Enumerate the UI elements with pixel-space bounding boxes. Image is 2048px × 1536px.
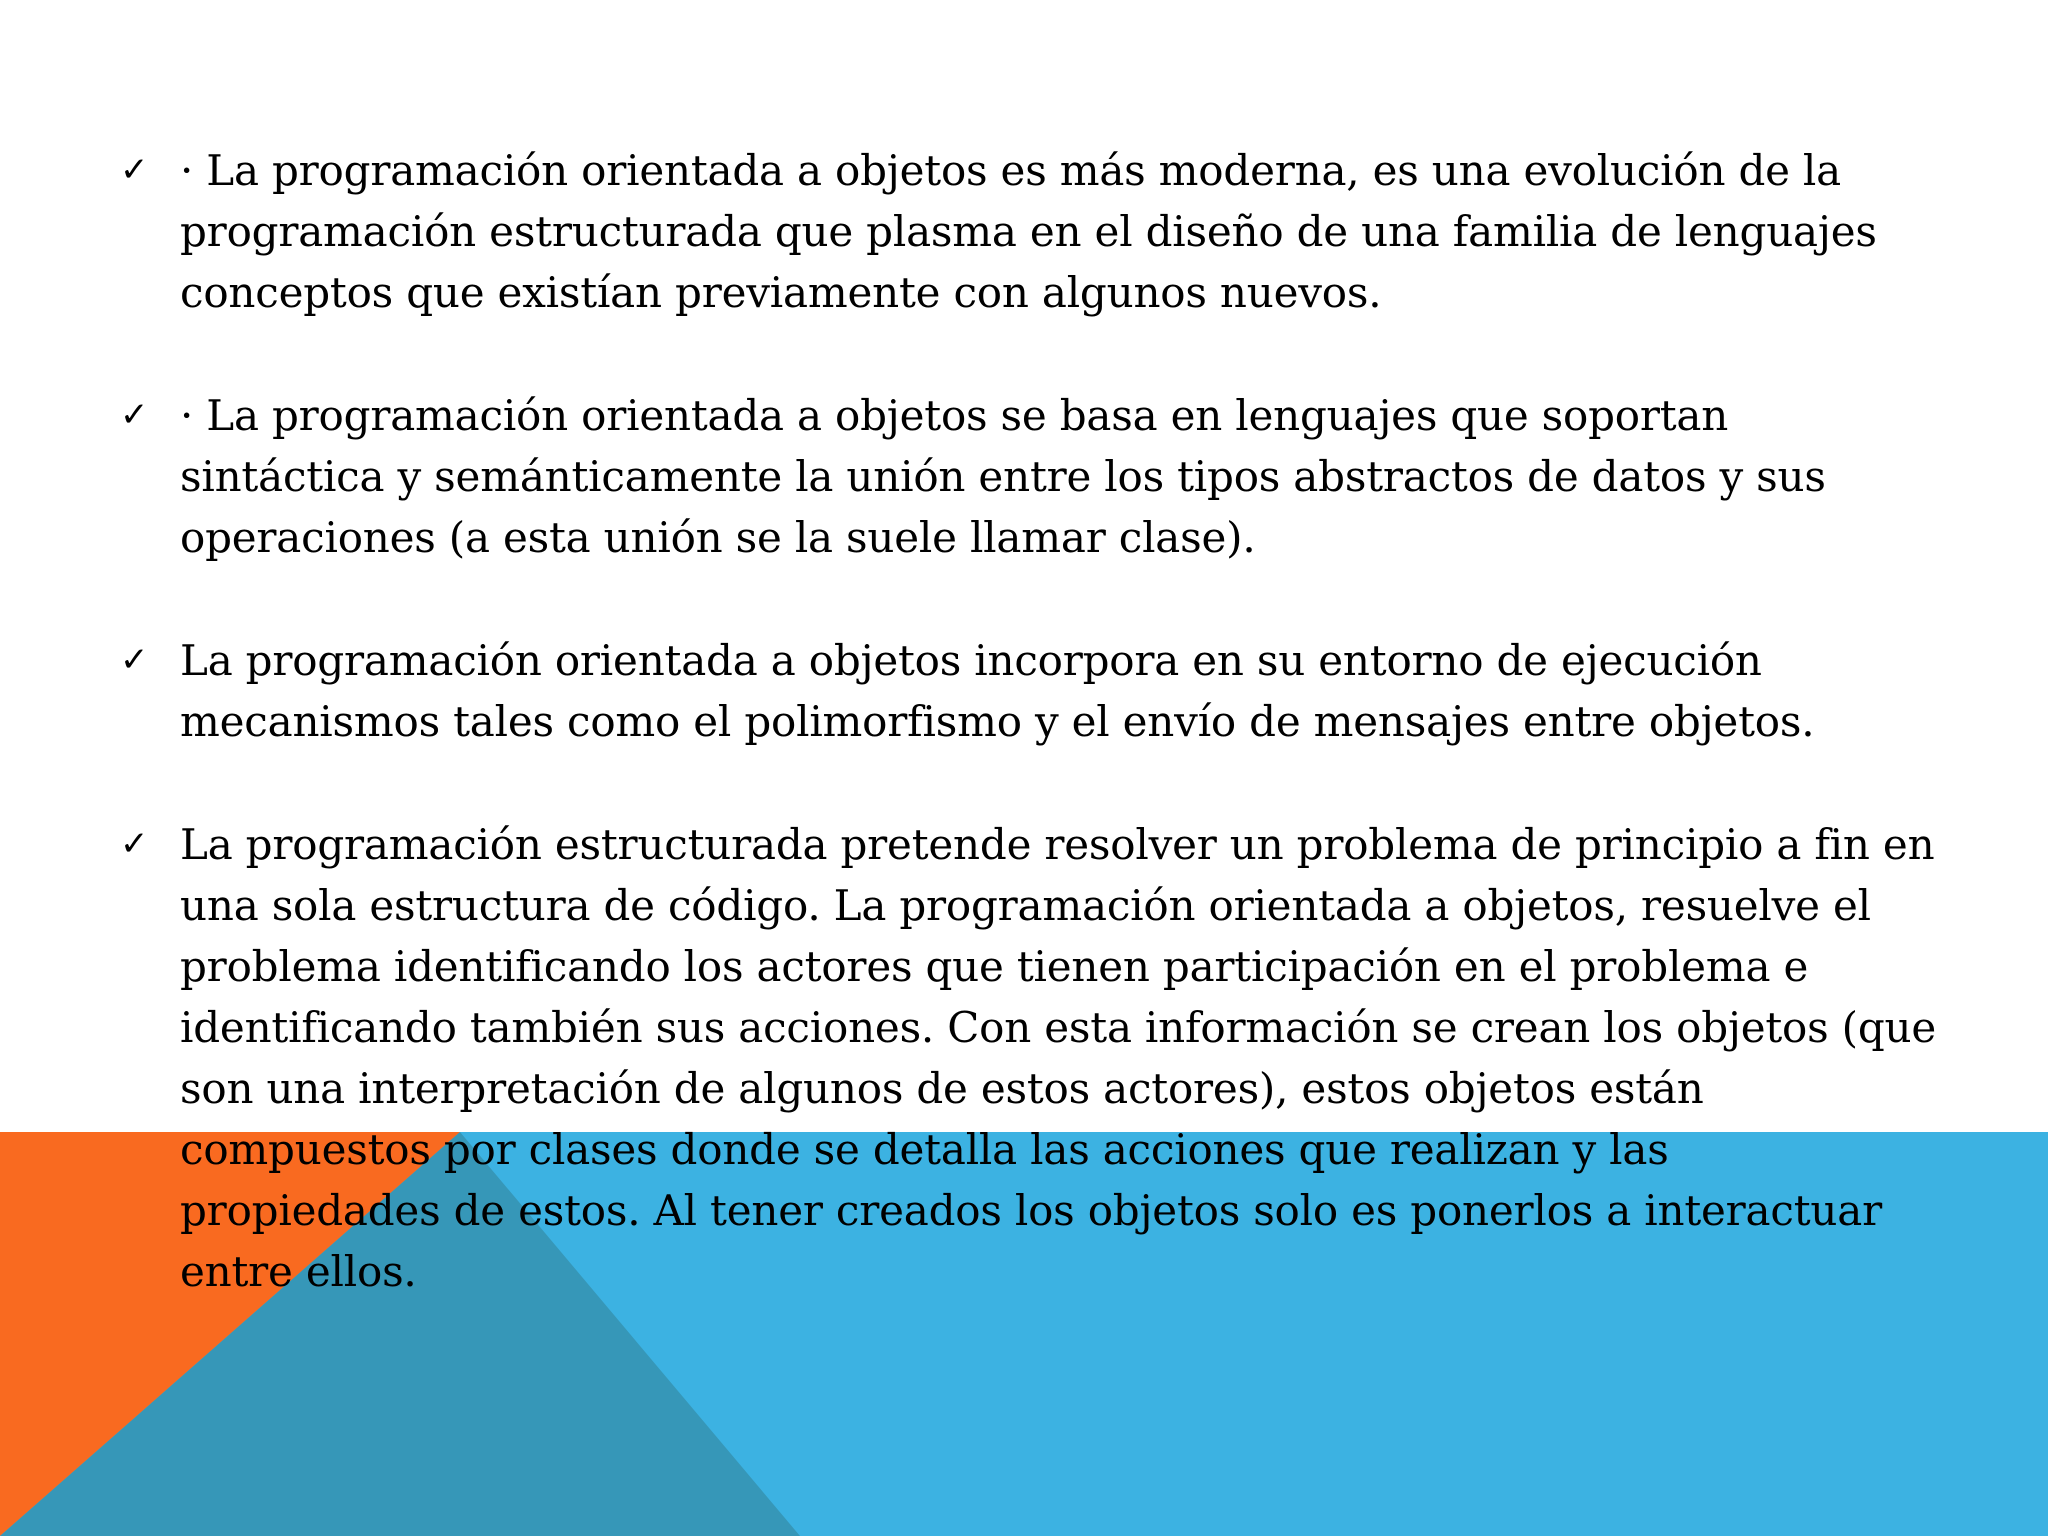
bullet-text: La programación orientada a objetos incorpora en su entorno de ejecución mecanismos tales como el polimorfismo y el envío de mensajes entre objetos. — [180, 636, 1815, 746]
check-mark-icon: ✓ — [120, 640, 149, 680]
slide-content — [120, 140, 1940, 1364]
bullet-item — [120, 385, 1940, 568]
check-mark-icon: ✓ — [120, 150, 149, 190]
bullet-text: · La programación orientada a objetos se basa en lenguajes que soportan sintáctica y semánticamente la unión entre los tipos abstractos de datos y sus operaciones (a esta unión se la suele llamar clase). — [180, 391, 1826, 562]
bullet-list — [120, 140, 1940, 1302]
bullet-text: · La programación orientada a objetos es más moderna, es una evolución de la programación estructurada que plasma en el diseño de una familia de lenguajes conceptos que existían previamente con algunos nuevos. — [180, 146, 1877, 317]
check-mark-icon: ✓ — [120, 824, 149, 864]
bullet-item — [120, 630, 1940, 752]
bullet-item — [120, 814, 1940, 1302]
check-mark-icon: ✓ — [120, 395, 149, 435]
bullet-text: La programación estructurada pretende resolver un problema de principio a fin en una sola estructura de código. La programación orientada a objetos, resuelve el problema identificando los actores que tienen participación en el problema e identificando también sus acciones. Con esta información se crean los objetos (que son una interpretación de algunos de estos actores), estos objetos están compuestos por clases donde se detalla las acciones que realizan y las propiedades de estos. Al tener creados los objetos solo es ponerlos a interactuar entre ellos. — [180, 820, 1937, 1296]
bullet-item — [120, 140, 1940, 323]
